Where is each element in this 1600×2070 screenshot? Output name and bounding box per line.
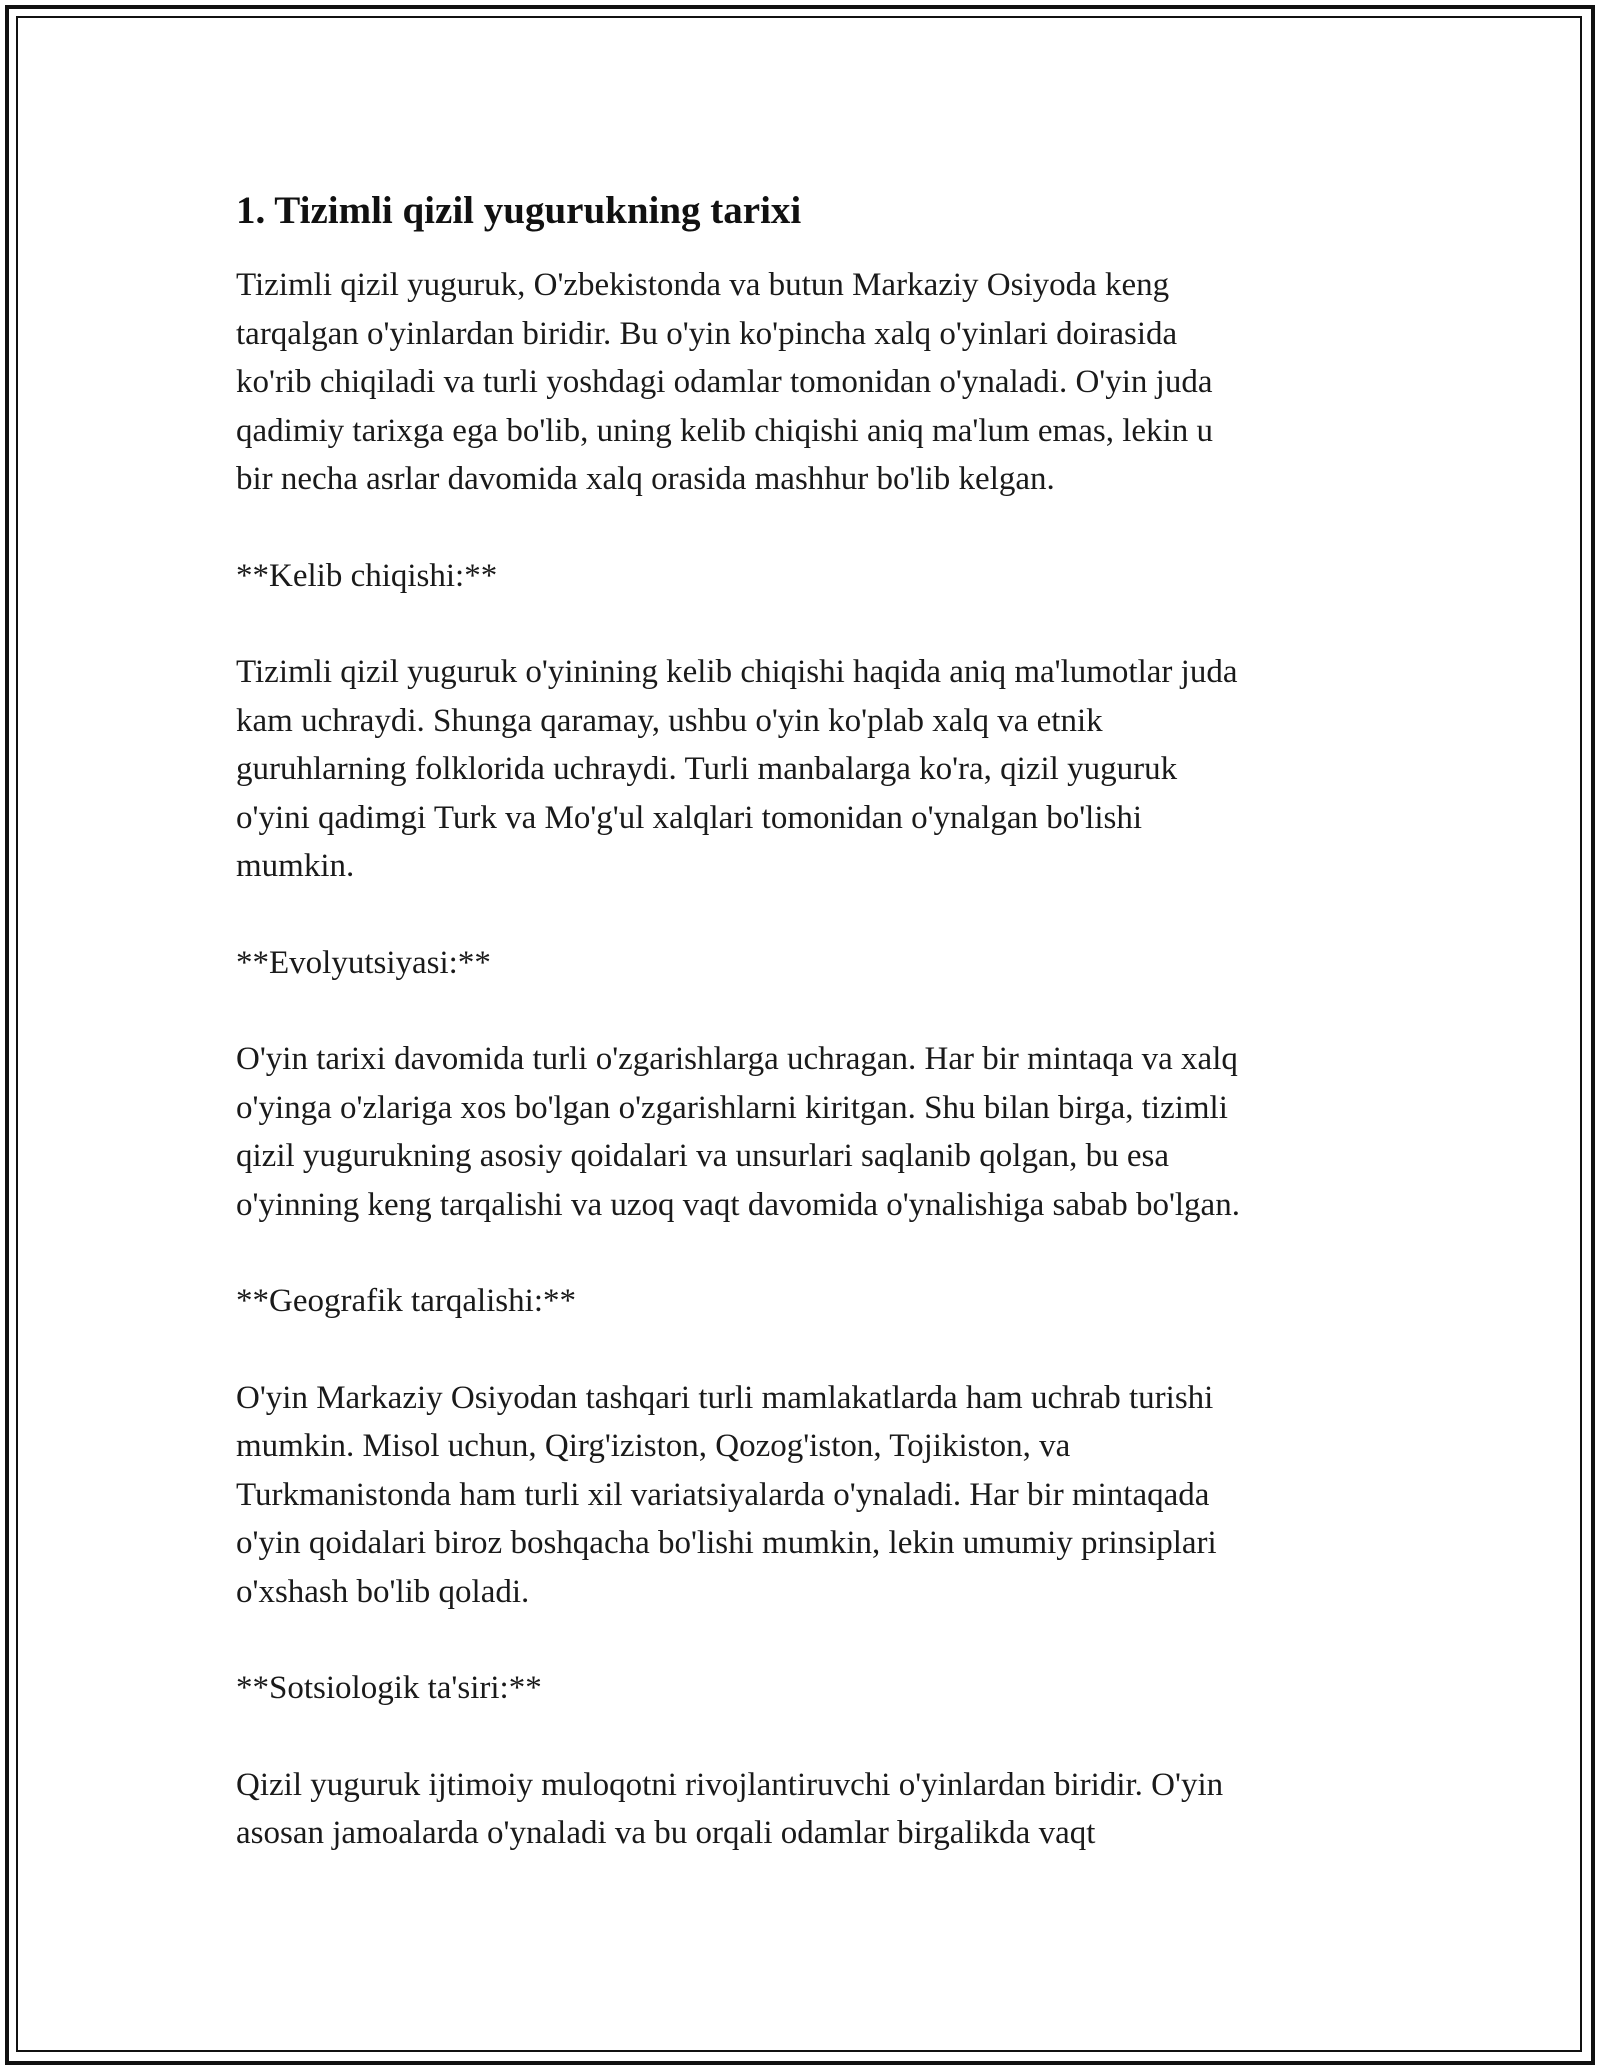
paragraph-line: kam uchraydi. Shunga qaramay, ushbu o'yin ko'plab xalq va etnik: [236, 702, 1103, 739]
paragraph-line: mumkin. Misol uchun, Qirg'iziston, Qozog'iston, Tojikiston, va: [236, 1428, 1071, 1464]
paragraph-line: o'yinga o'zlariga xos bo'lgan o'zgarishlarni kiritgan. Shu bilan birga, tizimli: [236, 1089, 1228, 1126]
document-blocks: [236, 261, 1366, 1858]
paragraph-line: O'yin Markaziy Osiyodan tashqari turli mamlakatlarda ham uchrab turishi: [236, 1379, 1214, 1416]
paragraph: [236, 648, 1366, 891]
paragraph-line: o'xshash bo'lib qoladi.: [236, 1573, 530, 1610]
paragraph-line: o'yini qadimgi Turk va Mo'g'ul xalqlari tomonidan o'ynalgan bo'lishi: [236, 799, 1143, 836]
paragraph-line: bir necha asrlar davomida xalq orasida mashhur bo'lib kelgan.: [236, 461, 1055, 497]
document-body: [236, 185, 1366, 1906]
section-subheading: **Geografik tarqalishi:**: [236, 1283, 576, 1319]
paragraph-line: Tizimli qizil yuguruk, O'zbekistonda va butun Markaziy Osiyoda keng: [236, 267, 1170, 303]
paragraph-line: ko'rib chiqiladi va turli yoshdagi odamlar tomonidan o'ynaladi. O'yin juda: [236, 364, 1213, 400]
paragraph: [236, 261, 1366, 504]
paragraph-line: O'yin tarixi davomida turli o'zgarishlarga uchragan. Har bir mintaqa va xalq: [236, 1041, 1238, 1077]
paragraph-line: guruhlarning folklorida uchraydi. Turli manbalarga ko'ra, qizil yuguruk: [236, 751, 1178, 787]
paragraph: [236, 1761, 1366, 1858]
paragraph-line: mumkin.: [236, 848, 355, 884]
paragraph-line: tarqalgan o'yinlardan biridir. Bu o'yin ko'pincha xalq o'yinlari doirasida: [236, 315, 1178, 352]
paragraph-line: qizil yugurukning asosiy qoidalari va unsurlari saqlanib qolgan, bu esa: [236, 1138, 1169, 1174]
section-subheading: **Kelib chiqishi:**: [236, 557, 498, 594]
paragraph-line: asosan jamoalarda o'ynaladi va bu orqali odamlar birgalikda vaqt: [236, 1815, 1096, 1851]
paragraph: [236, 1035, 1366, 1229]
paragraph-line: qadimiy tarixga ega bo'lib, uning kelib chiqishi aniq ma'lum emas, lekin u: [236, 412, 1213, 449]
page-title: 1. Tizimli qizil yugurukning tarixi: [236, 189, 802, 232]
paragraph-line: o'yin qoidalari biroz boshqacha bo'lishi mumkin, lekin umumiy prinsiplari: [236, 1525, 1217, 1561]
section-subheading: **Evolyutsiyasi:**: [236, 944, 491, 981]
paragraph-line: Tizimli qizil yuguruk o'yinining kelib chiqishi haqida aniq ma'lumotlar juda: [236, 654, 1238, 690]
paragraph-line: o'yinning keng tarqalishi va uzoq vaqt davomida o'ynalishiga sabab bo'lgan.: [236, 1186, 1240, 1223]
paragraph-line: Qizil yuguruk ijtimoiy muloqotni rivojlantiruvchi o'yinlardan biridir. O'yin: [236, 1766, 1224, 1803]
section-subheading: **Sotsiologik ta'siri:**: [236, 1670, 542, 1706]
paragraph-line: Turkmanistonda ham turli xil variatsiyalarda o'ynaladi. Har bir mintaqada: [236, 1476, 1210, 1513]
paragraph: [236, 1374, 1366, 1617]
